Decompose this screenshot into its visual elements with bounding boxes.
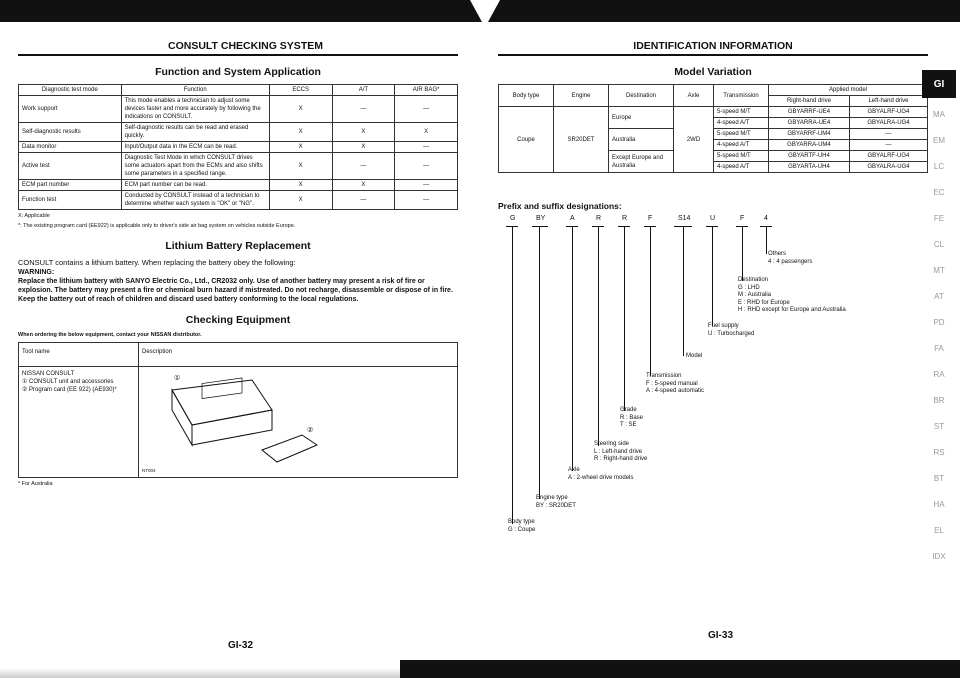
- cell-trans: 5-speed M/T: [714, 129, 769, 140]
- cell-lhd: GBYALRF-UG4: [849, 107, 927, 118]
- code-steering: R: [596, 215, 602, 222]
- cell-lhd: GBYALRF-UG4: [849, 151, 927, 162]
- cell-mode: Active test: [19, 153, 122, 180]
- cell-airbag: —: [395, 180, 458, 191]
- th-eccs: ECCS: [269, 85, 332, 96]
- cell-lhd: GBYALRA-UG4: [849, 118, 927, 129]
- cell-eccs: X: [269, 123, 332, 142]
- th-applied: Applied model: [769, 85, 928, 96]
- cell-mode: Data monitor: [19, 142, 122, 153]
- cell-airbag: —: [395, 191, 458, 210]
- cell-body: Coupe: [499, 107, 554, 173]
- note-applicable: X: Applicable: [18, 213, 50, 219]
- model-title: Model Variation: [674, 66, 752, 78]
- cell-dest: Australia: [609, 129, 674, 151]
- cell-airbag: —: [395, 96, 458, 123]
- warning-label: WARNING:: [18, 269, 55, 276]
- bottom-bar: [400, 660, 960, 678]
- index-item[interactable]: MA: [933, 110, 945, 119]
- index-item[interactable]: IDX: [932, 552, 946, 561]
- cell-at: —: [332, 153, 395, 180]
- index-item[interactable]: CL: [933, 240, 945, 249]
- th-rhd: Right-hand drive: [769, 96, 850, 107]
- cell-at: X: [332, 123, 395, 142]
- cell-airbag: X: [395, 123, 458, 142]
- cell-trans: 5-speed M/T: [714, 107, 769, 118]
- code-destination: F: [740, 215, 745, 222]
- table-row: [19, 153, 458, 180]
- index-item[interactable]: HA: [933, 500, 945, 509]
- desc-header: Description: [139, 343, 457, 367]
- label-engine: Engine type BY : SR20DET: [536, 495, 576, 509]
- cell-lhd: GBYALRA-UG4: [849, 162, 927, 173]
- table-row: [499, 107, 928, 118]
- index-item[interactable]: FA: [934, 344, 944, 353]
- index-item[interactable]: EC: [933, 188, 945, 197]
- index-item[interactable]: EL: [934, 526, 944, 535]
- cell-rhd: GBYARRA-UM4: [769, 140, 850, 151]
- th-mode: Diagnostic test mode: [19, 85, 122, 96]
- label-body: Body type G : Coupe: [508, 519, 536, 533]
- code-grade: R: [622, 215, 628, 222]
- table-row: [19, 142, 458, 153]
- tool-header: Tool name: [19, 343, 138, 367]
- cell-function: Conducted by CONSULT instead of a technician to determine whether each system is "OK" or "NG".: [121, 191, 269, 210]
- cell-mode: Function test: [19, 191, 122, 210]
- battery-text: CONSULT contains a lithium battery. When replacing the battery obey the following:: [18, 258, 296, 267]
- index-item[interactable]: RS: [933, 448, 945, 457]
- cell-airbag: —: [395, 142, 458, 153]
- cell-airbag: —: [395, 153, 458, 180]
- equipment-table: [18, 342, 458, 478]
- index-item[interactable]: FE: [933, 214, 945, 223]
- cell-engine: SR20DET: [554, 107, 609, 173]
- th-body: Body type: [499, 85, 554, 107]
- cell-mode: ECM part number: [19, 180, 122, 191]
- cell-dest: Europe: [609, 107, 674, 129]
- index-item[interactable]: AT: [934, 292, 944, 301]
- tool-name: NISSAN CONSULT: [22, 371, 75, 377]
- cell-trans: 4-speed A/T: [714, 118, 769, 129]
- index-item[interactable]: PD: [933, 318, 945, 327]
- cell-function: Diagnostic Test Mode in which CONSULT drives some actuators apart from the ECMs and also shifts some parameters in a specified range.: [121, 153, 269, 180]
- side-index: [922, 110, 956, 578]
- prefix-title: Prefix and suffix designations:: [498, 201, 622, 211]
- table-row: [19, 123, 458, 142]
- function-title: Function and System Application: [155, 66, 321, 78]
- code-engine: BY: [536, 215, 546, 222]
- cell-trans: 5-speed M/T: [714, 151, 769, 162]
- cell-eccs: X: [269, 142, 332, 153]
- cell-rhd: GBYARTF-UH4: [769, 151, 850, 162]
- th-destination: Destination: [609, 85, 674, 107]
- cell-rhd: GBYARRF-UE4: [769, 107, 850, 118]
- label-others: Others 4 : 4 passengers: [768, 251, 813, 265]
- cell-rhd: GBYARRF-UM4: [769, 129, 850, 140]
- cell-at: —: [332, 191, 395, 210]
- label-grade: Grade R : Base T : SE: [620, 407, 644, 428]
- top-bar: [0, 0, 960, 22]
- note-program-card: *: The existing program card (EE922) is applicable only to driver's side air bag system on vehicles outside Europe.: [18, 223, 296, 229]
- cell-lhd: —: [849, 129, 927, 140]
- image-code: NT004: [142, 468, 156, 473]
- tool-item-1: ① CONSULT unit and accessories: [22, 379, 114, 385]
- th-engine: Engine: [554, 85, 609, 107]
- cell-at: —: [332, 96, 395, 123]
- section-tab[interactable]: GI: [922, 70, 956, 98]
- th-function: Function: [121, 85, 269, 96]
- cell-rhd: GBYARTA-UH4: [769, 162, 850, 173]
- code-axle: A: [570, 215, 575, 222]
- page-number-right: GI-33: [708, 630, 734, 641]
- cell-eccs: X: [269, 191, 332, 210]
- code-transmission: F: [648, 215, 653, 222]
- designation-diagram: [498, 215, 928, 535]
- cell-function: This mode enables a technician to adjust some devices faster and more accurately by following the indications on CONSULT.: [121, 96, 269, 123]
- checking-note: When ordering the below equipment, contact your NISSAN distributor.: [18, 332, 202, 338]
- index-item[interactable]: RA: [933, 370, 945, 379]
- consult-unit-illustration: [142, 370, 342, 470]
- cell-function: Self-diagnostic results can be read and erased quickly.: [121, 123, 269, 142]
- cell-mode: Work support: [19, 96, 122, 123]
- section-title: IDENTIFICATION INFORMATION: [498, 22, 928, 56]
- page-number-left: GI-32: [228, 640, 254, 651]
- code-body: G: [510, 215, 516, 222]
- label-axle: Axle A : 2-wheel drive models: [568, 467, 634, 481]
- th-at: A/T: [332, 85, 395, 96]
- index-item[interactable]: BR: [933, 396, 945, 405]
- index-item[interactable]: LC: [933, 162, 945, 171]
- index-item[interactable]: EM: [933, 136, 945, 145]
- label-steering: Steering side L : Left-hand drive R : Right-hand drive: [594, 441, 648, 462]
- cell-lhd: —: [849, 140, 927, 151]
- cell-trans: 4-speed A/T: [714, 140, 769, 151]
- tool-item-2: ② Program card (EE 922) (AE930)*: [22, 387, 117, 393]
- code-fuel: U: [710, 215, 716, 222]
- label-transmission: Transmission F : 5-speed manual A : 4-speed automatic: [646, 373, 705, 394]
- battery-title: Lithium Battery Replacement: [165, 240, 311, 252]
- label-fuel: Fuel supply U : Turbocharged: [708, 323, 755, 337]
- code-others: 4: [764, 215, 768, 222]
- th-axle: Axle: [674, 85, 714, 107]
- warning-text: Replace the lithium battery with SANYO Electric Co., Ltd., CR2032 only. Use of another battery may present a risk of fire or explosion. The battery may present a fire or chemical burn hazard if mistreated. Do not recharge, disassemble or dispose of in fire. Keep the battery out of reach of children and discard used battery conforming to the local regulations.: [18, 278, 453, 303]
- th-airbag: AIR BAG*: [395, 85, 458, 96]
- cell-at: X: [332, 180, 395, 191]
- function-table: [18, 84, 458, 210]
- footnote: * For Australia: [18, 481, 53, 487]
- cell-mode: Self-diagnostic results: [19, 123, 122, 142]
- index-item[interactable]: BT: [933, 474, 945, 483]
- cell-trans: 4-speed A/T: [714, 162, 769, 173]
- code-model: S14: [678, 215, 691, 222]
- label-model: Model: [686, 353, 703, 359]
- index-item[interactable]: MT: [933, 266, 945, 275]
- model-variation-table: [498, 84, 928, 173]
- cell-eccs: X: [269, 153, 332, 180]
- table-row: [19, 96, 458, 123]
- cell-axle: 2WD: [674, 107, 714, 173]
- table-row: [19, 180, 458, 191]
- checking-title: Checking Equipment: [185, 314, 291, 326]
- left-page: [18, 22, 458, 662]
- cell-dest: Except Europe and Australia: [609, 151, 674, 173]
- cell-function: ECM part number can be read.: [121, 180, 269, 191]
- label-destination: Destination G : LHD M : Australia E : RHD for Europe H : RHD except for Europe and Australia: [738, 277, 846, 313]
- th-lhd: Left-hand drive: [849, 96, 927, 107]
- svg-text:①: ①: [174, 375, 181, 382]
- right-page: [498, 22, 928, 662]
- cell-rhd: GBYARRA-UE4: [769, 118, 850, 129]
- cell-eccs: X: [269, 180, 332, 191]
- index-item[interactable]: ST: [933, 422, 945, 431]
- section-title: CONSULT CHECKING SYSTEM: [18, 22, 458, 56]
- cell-at: X: [332, 142, 395, 153]
- svg-text:②: ②: [307, 427, 314, 434]
- cell-eccs: X: [269, 96, 332, 123]
- th-transmission: Transmission: [714, 85, 769, 107]
- cell-function: Input/Output data in the ECM can be read.: [121, 142, 269, 153]
- table-row: [19, 191, 458, 210]
